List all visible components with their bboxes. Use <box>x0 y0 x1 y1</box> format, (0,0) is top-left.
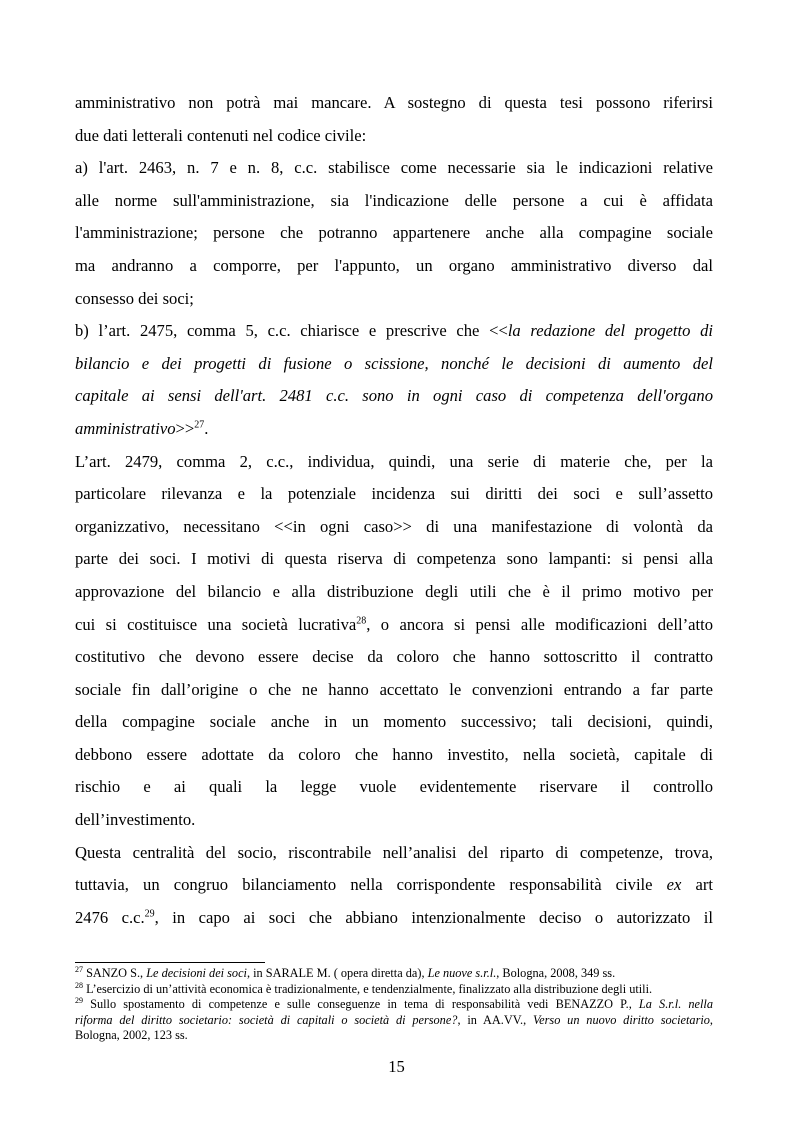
italic-quote: capitale ai sensi dell'art. 2481 c.c. sono in ogni caso di competenza dell'organo <box>75 386 713 406</box>
text-line: a) l'art. 2463, n. 7 e n. 8, c.c. stabilisce come necessarie sia le indicazioni relative <box>75 158 713 178</box>
italic-term: ex <box>666 875 682 895</box>
text-line: ma andranno a comporre, per l'appunto, un organo amministrativo diverso dal <box>75 255 713 275</box>
italic-quote: bilancio e dei progetti di fusione o scissione, nonché le decisioni di aumento del <box>75 353 713 373</box>
text-run: cui si costituisce una società lucrativa <box>75 614 357 634</box>
text-line: alle norme sull'amministrazione, sia l'indicazione delle persone a cui è affidata <box>75 190 713 210</box>
text-line <box>75 315 713 348</box>
text-run: Sullo spostamento di competenze e sulle conseguenze in tema di responsabilità vedi BENAZZO P., <box>83 997 639 1012</box>
italic-title: riforma del diritto societario: società di capitali o società di persone? <box>75 1012 458 1027</box>
text-line: l'amministrazione; persone che potranno appartenere anche alla compagine sociale <box>75 223 713 243</box>
text-line: consesso dei soci; <box>75 288 194 308</box>
italic-quote: amministrativo <box>75 418 176 438</box>
text-line: L’art. 2479, comma 2, c.c., individua, quindi, una serie di materie che, per la <box>75 451 713 471</box>
italic-title: Le decisioni dei soci <box>146 966 247 980</box>
page-number: 15 <box>388 1057 405 1076</box>
text-run: , <box>709 1012 713 1027</box>
text-line: costitutivo che devono essere decise da coloro che hanno sottoscritto il contratto <box>75 647 713 667</box>
text-run: . <box>204 418 209 438</box>
italic-title: Verso un nuovo diritto societario <box>533 1012 710 1027</box>
footnote-divider <box>75 962 265 963</box>
footnote-27 <box>75 966 713 982</box>
text-line <box>75 902 713 935</box>
footnote-29-end: Bologna, 2002, 123 ss. <box>75 1028 188 1043</box>
italic-title: La S.r.l. nella <box>638 997 713 1012</box>
footnote-number: 27 <box>75 964 83 974</box>
text-line <box>75 380 713 413</box>
footnote-number: 29 <box>75 996 83 1006</box>
text-line: rischio e ai quali la legge vuole evidentemente riservare il controllo <box>75 777 713 797</box>
text-line: sociale fin dall’origine o che ne hanno accettato le convenzioni entrando a far parte <box>75 679 713 699</box>
italic-quote: la redazione del progetto di <box>507 321 714 341</box>
footnote-28 <box>75 982 713 998</box>
text-run: , in SARALE M. ( opera diretta da), <box>246 966 428 980</box>
footnote-29-cont <box>75 1013 713 1029</box>
text-line: organizzativo, necessitano <<in ogni caso>> di una manifestazione di volontà da <box>75 516 713 536</box>
text-run: , Bologna, 2008, 349 ss. <box>496 966 616 980</box>
text-run: >> <box>175 418 195 438</box>
text-run: , in capo ai soci che abbiano intenzionalmente deciso o autorizzato il <box>154 907 713 927</box>
text-line: dell’investimento. <box>75 810 196 830</box>
text-run: b) l’art. 2475, comma 5, c.c. chiarisce e prescrive che << <box>75 321 508 341</box>
text-run: tuttavia, un congruo bilanciamento nella corrispondente responsabilità civile <box>75 875 667 895</box>
text-line: amministrativo non potrà mai mancare. A sostegno di questa tesi possono riferirsi <box>75 93 713 112</box>
text-run: L’esercizio di un’attività economica è tradizionalmente, e tendenzialmente, finalizzato alla distribuzione degli utili. <box>83 981 653 996</box>
text-run: , in AA.VV., <box>457 1012 534 1027</box>
footnote-ref: 27 <box>194 419 205 431</box>
text-run: SANZO S., <box>83 966 147 980</box>
text-run: art <box>681 875 713 895</box>
body-text <box>75 87 713 934</box>
text-line: parte dei soci. I motivi di questa riserva di competenza sono lampanti: si pensi alla <box>75 549 713 569</box>
footnote-29 <box>75 997 713 1013</box>
text-line: particolare rilevanza e la potenziale incidenza sui diritti dei soci e sull’assetto <box>75 484 713 504</box>
text-line: debbono essere adottate da coloro che hanno investito, nella società, capitale di <box>75 744 713 764</box>
text-line: Questa centralità del socio, riscontrabile nell’analisi del riparto di competenze, trova, <box>75 842 713 862</box>
footnote-ref: 29 <box>144 908 155 920</box>
text-run: 2476 c.c. <box>75 907 145 927</box>
text-line <box>75 609 713 642</box>
text-line <box>75 413 713 446</box>
text-line: della compagine sociale anche in un momento successivo; tali decisioni, quindi, <box>75 712 713 732</box>
footnotes <box>75 966 713 1044</box>
italic-title: Le nuove s.r.l. <box>427 966 497 980</box>
footnote-ref: 28 <box>356 614 367 626</box>
text-run: , o ancora si pensi alle modificazioni dell’atto <box>366 614 714 634</box>
text-line <box>75 348 713 381</box>
text-line: approvazione del bilancio e alla distribuzione degli utili che è il primo motivo per <box>75 581 713 601</box>
footnote-number: 28 <box>75 980 83 990</box>
text-line <box>75 869 713 902</box>
text-line: due dati letterali contenuti nel codice civile: <box>75 125 367 145</box>
